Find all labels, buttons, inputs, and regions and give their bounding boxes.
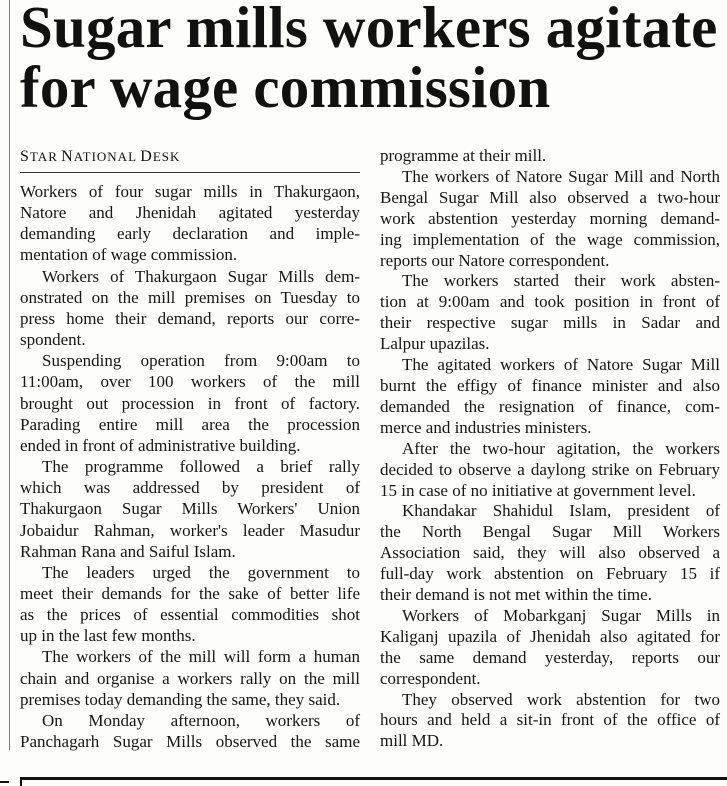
paragraph xyxy=(20,646,360,709)
headline xyxy=(20,0,718,120)
text-line: correspondent. xyxy=(380,668,481,688)
text-line: Lalpur upazilas. xyxy=(380,334,490,354)
byline-word: NATIONAL xyxy=(61,148,138,165)
text-line: mill MD. xyxy=(380,731,444,751)
text-line: which was addressed by president of xyxy=(20,478,360,498)
text-line: Jobaidur Rahman, worker's leader Masudur xyxy=(20,520,360,540)
byline-word: STAR xyxy=(20,148,58,165)
text-line: ended in front of administrative building. xyxy=(20,435,301,455)
text-line: their demand is not met within the time. xyxy=(380,585,652,605)
text-line: spondent. xyxy=(20,330,86,350)
text-line: onstrated on the mill premises on Tuesday to xyxy=(20,287,360,307)
paragraph xyxy=(380,501,720,606)
text-line: work abstention yesterday morning demand- xyxy=(380,208,720,228)
headline-line: Sugar mills workers agitate xyxy=(20,0,718,60)
text-line: meet their demands for the sake of better life xyxy=(20,583,360,603)
text-line: Workers of Thakurgaon Sugar Mills dem- xyxy=(42,266,360,286)
paragraph xyxy=(380,439,720,502)
text-line: programme at their mill. xyxy=(380,146,547,165)
text-line: Association said, they will also observed a xyxy=(380,543,720,563)
text-line: burnt the effigy of finance minister and also xyxy=(380,375,720,395)
text-line: press home their demand, reports our corre- xyxy=(20,308,360,328)
text-line: Bengal Sugar Mill also observed a two-hour xyxy=(380,187,720,207)
paragraph xyxy=(20,456,360,562)
text-line: demanding early declaration and imple- xyxy=(20,224,360,244)
text-line: The agitated workers of Natore Sugar Mill xyxy=(402,355,720,375)
paragraph xyxy=(20,710,360,752)
text-line: Rahman Rana and Saiful Islam. xyxy=(20,541,236,561)
text-line: On Monday afternoon, workers of xyxy=(42,710,360,730)
text-line: The workers of Natore Sugar Mill and North xyxy=(402,166,720,186)
text-line: brought out procession in front of factory. xyxy=(20,393,360,413)
text-line: Suspending operation from 9:00am to xyxy=(42,351,360,371)
text-line: tion at 9:00am and took position in front of xyxy=(380,292,720,312)
text-line: ing implementation of the wage commission, xyxy=(380,229,720,249)
text-line: mentation of wage commission. xyxy=(20,245,238,265)
text-line: 15 in case of no initiative at government level. xyxy=(380,480,696,500)
text-line: their respective sugar mills in Sadar and xyxy=(380,313,720,333)
byline xyxy=(20,147,180,167)
text-line: The programme followed a brief rally xyxy=(42,457,360,477)
text-line: the North Bengal Sugar Mill Workers xyxy=(380,522,720,542)
text-line: hours and held a sit-in front of the office of xyxy=(380,710,720,730)
paragraph xyxy=(380,690,720,753)
text-line: demanded the resignation of finance, com- xyxy=(380,396,720,416)
text-line: premises today demanding the same, they said. xyxy=(20,689,341,709)
text-line: decided to observe a daylong strike on February xyxy=(380,459,720,479)
paragraph xyxy=(380,146,720,167)
left-column xyxy=(20,181,360,752)
paragraph xyxy=(20,181,360,266)
paragraph xyxy=(380,271,720,355)
text-line: The leaders urged the government to xyxy=(42,562,360,582)
paragraph xyxy=(380,167,720,272)
text-line: Workers of Mobarkganj Sugar Mills in xyxy=(402,605,720,625)
text-line: Khandakar Shahidul Islam, president of xyxy=(402,501,720,521)
next-article-frame xyxy=(20,777,727,786)
text-line: full-day work abstention on February 15 if xyxy=(380,564,720,584)
text-line: up in the last few months. xyxy=(20,626,196,646)
text-line: as the prices of essential commodities shot xyxy=(20,605,360,625)
paragraph xyxy=(20,562,360,647)
text-line: They observed work abstention for two xyxy=(402,689,720,709)
text-line: chain and organise a workers rally on the mill xyxy=(20,668,360,688)
text-line: 11:00am, over 100 workers of the mill xyxy=(20,372,360,392)
byline-rule xyxy=(20,172,360,173)
text-line: reports our Natore correspondent. xyxy=(380,250,610,270)
text-line: merce and industries ministers. xyxy=(380,417,592,437)
page-edge-mark xyxy=(0,781,9,783)
text-line: The workers started their work absten- xyxy=(402,271,720,291)
text-line: The workers of the mill will form a human xyxy=(42,647,360,667)
paragraph xyxy=(380,606,720,690)
text-line: Panchagarh Sugar Mills observed the same xyxy=(20,732,360,752)
text-line: Natore and Jhenidah agitated yesterday xyxy=(20,203,360,223)
text-line: Thakurgaon Sugar Mills Workers' Union xyxy=(20,499,360,519)
paragraph xyxy=(380,355,720,439)
byline-word: DESK xyxy=(140,148,181,165)
text-line: the same demand yesterday, reports our xyxy=(380,647,720,667)
text-line: Parading entire mill area the procession xyxy=(20,414,360,434)
right-column xyxy=(380,146,720,752)
paragraph xyxy=(20,350,360,456)
text-line: After the two-hour agitation, the workers xyxy=(402,438,720,458)
text-line: Kaliganj upazila of Jhenidah also agitated for xyxy=(380,626,720,646)
headline-line: for wage commission xyxy=(20,54,551,120)
paragraph xyxy=(20,266,360,351)
text-line: Workers of four sugar mills in Thakurgaon, xyxy=(20,182,360,201)
left-margin-rule xyxy=(9,0,10,750)
